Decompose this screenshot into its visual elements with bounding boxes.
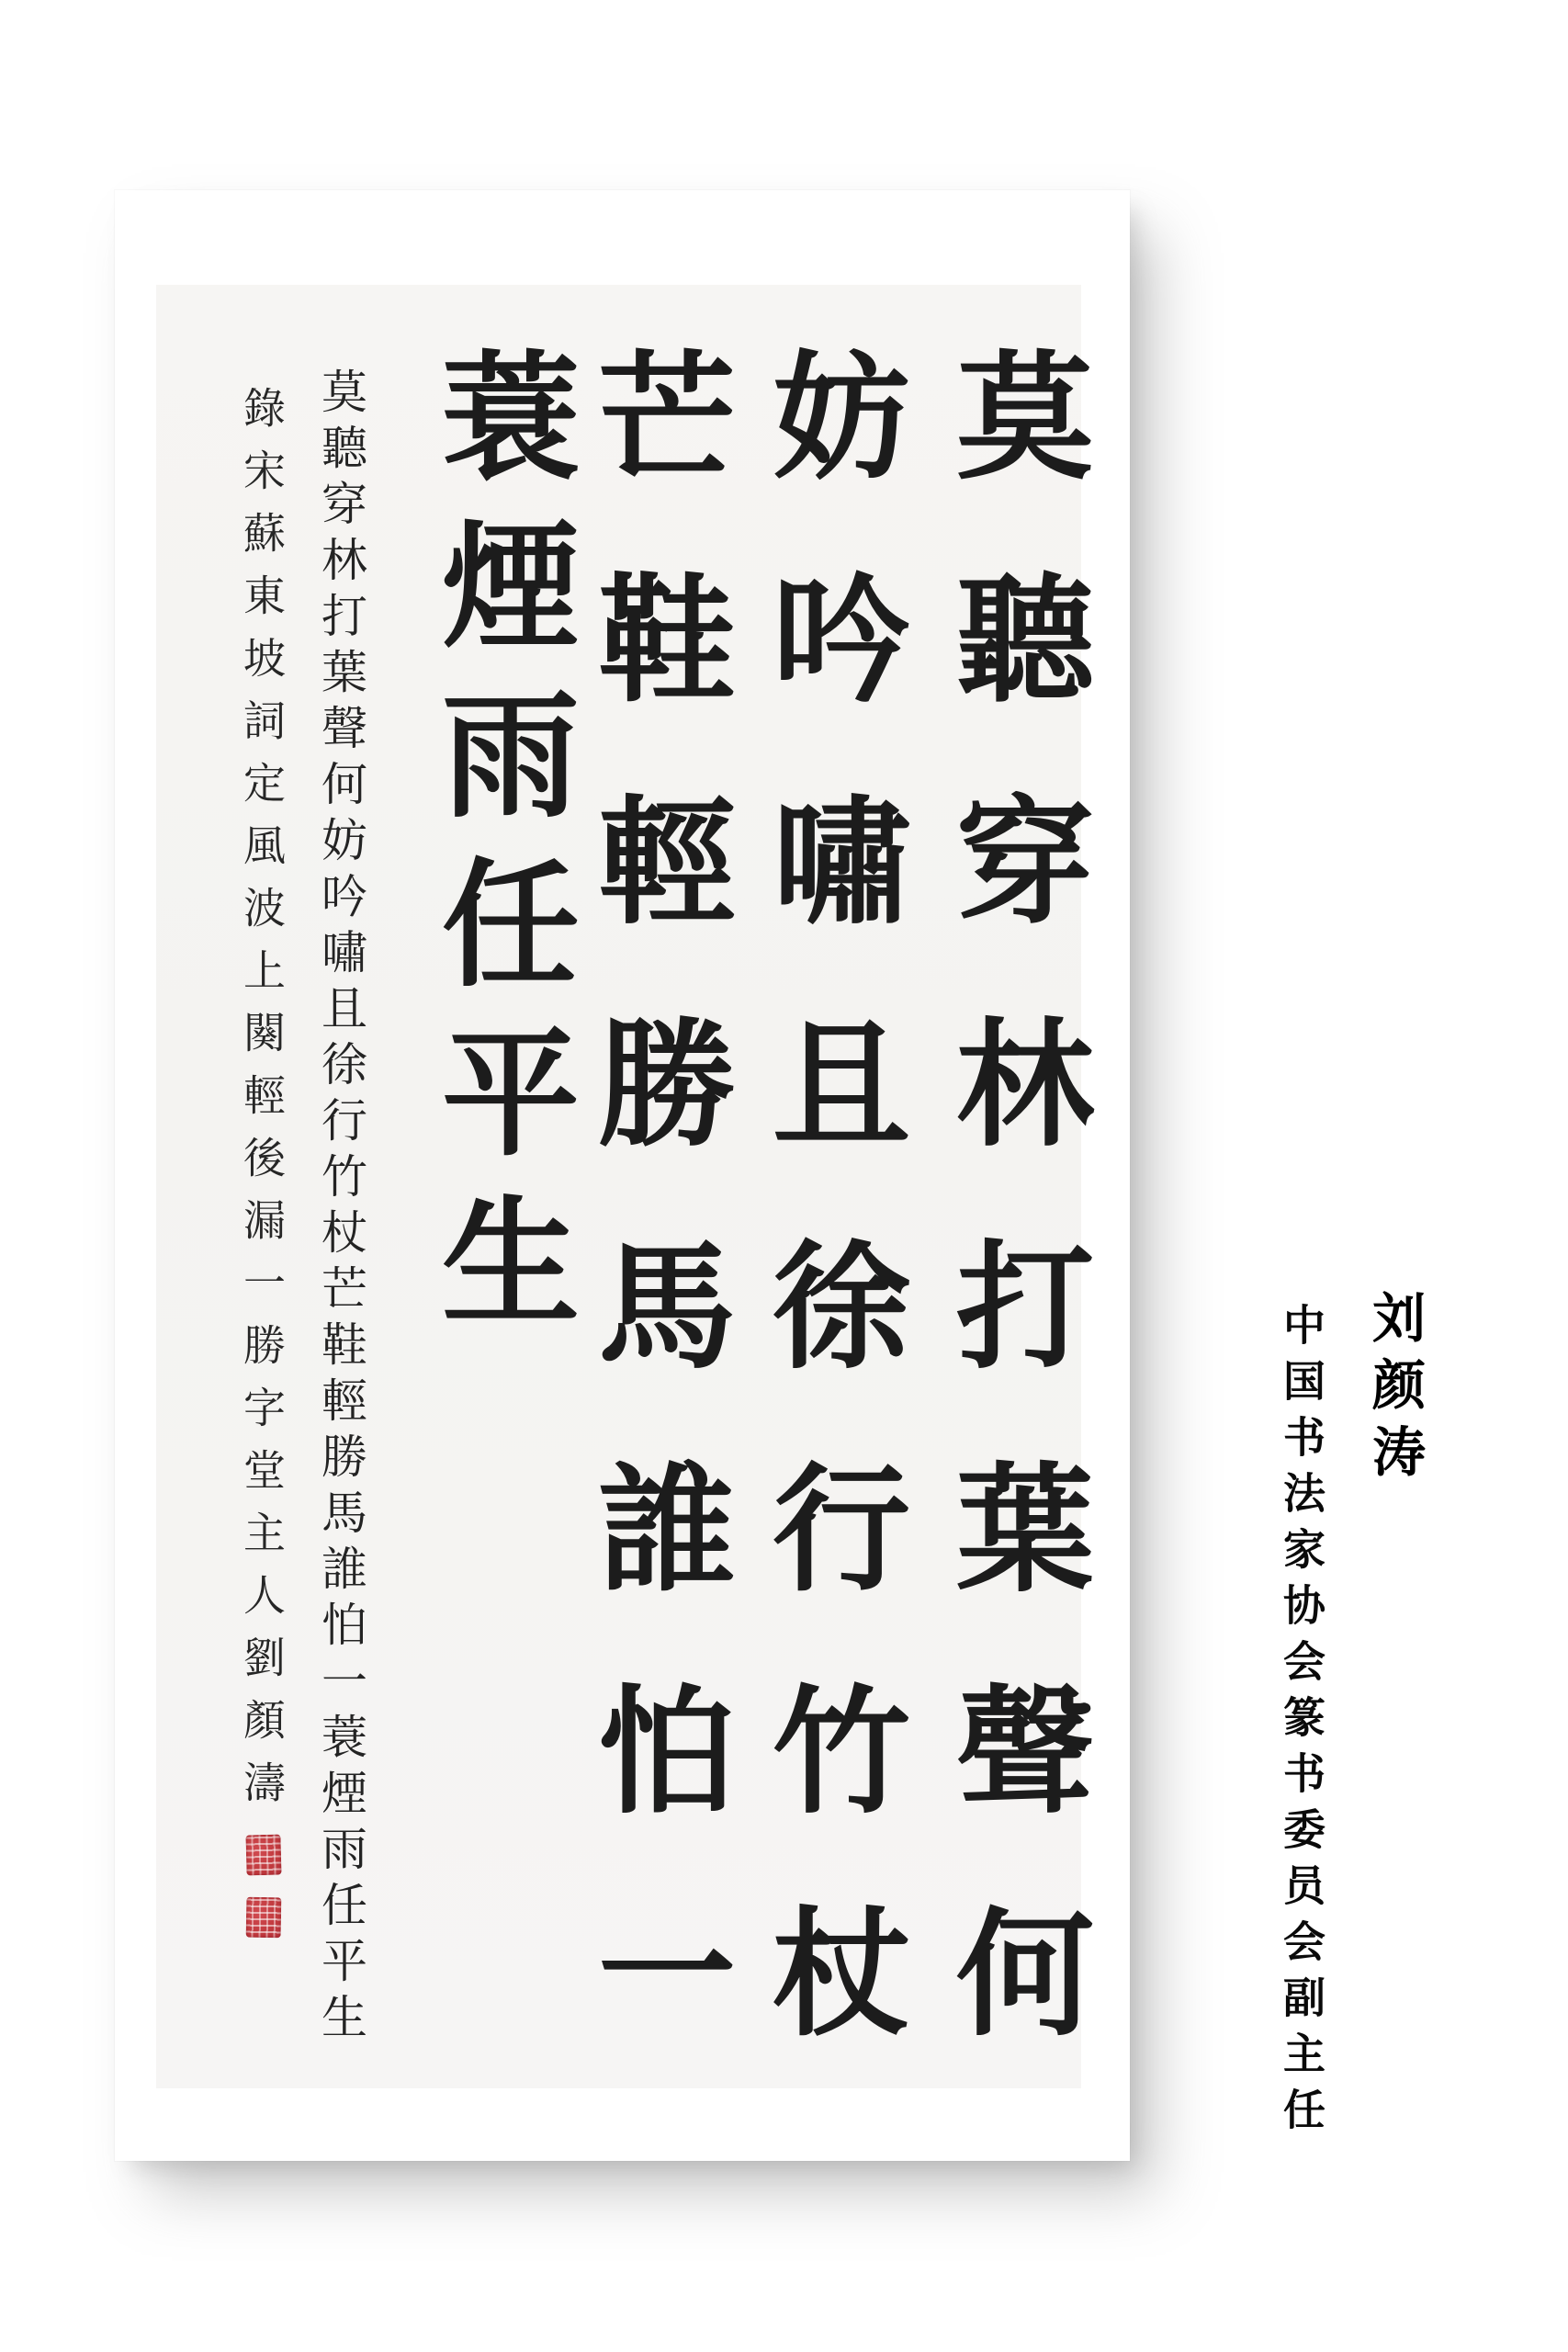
seal-script-column-1: 莫聽穿林打葉聲何: [932, 345, 1094, 2123]
artist-name: 刘颜涛: [1364, 1290, 1424, 1491]
artist-title: 中国书法家协会篆书委员会副主任: [1278, 1303, 1325, 2143]
seal-script-column-2: 妨吟嘯且徐行竹杖: [749, 345, 910, 2123]
artist-seal-icon: [246, 1897, 282, 1939]
artwork-photo: [115, 190, 1130, 2161]
artist-seal-icon: [245, 1835, 281, 1876]
xuan-paper: [156, 285, 1094, 2123]
seal-script-column-3: 芒鞋輕勝馬誰怕一: [574, 345, 736, 2123]
seal-script-column-4: 蓑煙雨任平生: [418, 345, 580, 1359]
colophon-signature-column: 錄宋蘇東坡詞定風波上闋輕後漏一勝字堂主人劉顏濤: [237, 386, 287, 1823]
running-script-poem-column: 莫聽穿林打葉聲何妨吟嘯且徐行竹杖芒鞋輕勝馬誰怕一蓑煙雨任平生: [314, 368, 367, 2049]
